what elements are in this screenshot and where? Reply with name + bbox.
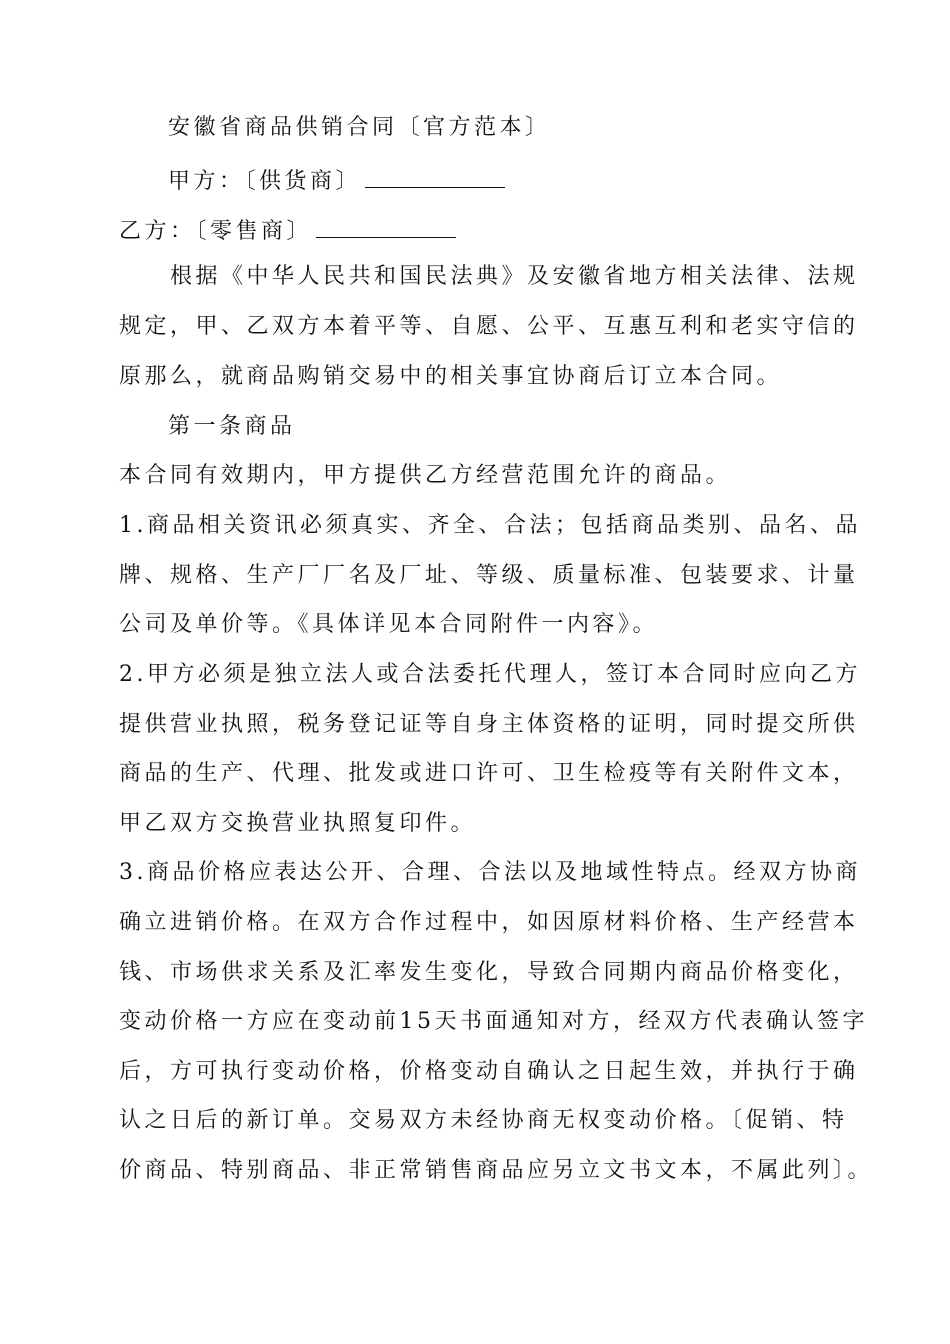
paragraph-line: 后，方可执行变动价格，价格变动自确认之日起生效，并执行于确 (119, 1059, 859, 1084)
paragraph-line: 价商品、特别商品、非正常销售商品应另立文书文本，不属此列〕。 (119, 1158, 874, 1183)
party-a-line (168, 163, 505, 197)
paragraph-line: 规定，甲、乙双方本着平等、自愿、公平、互惠互利和老实守信的 (119, 314, 859, 339)
article-1-lead: 本合同有效期内，甲方提供乙方经营范围允许的商品。 (119, 463, 732, 488)
paragraph-line: 商品的生产、代理、批发或进口许可、卫生检疫等有关附件文本， (119, 761, 859, 786)
paragraph-line: 2.甲方必须是独立法人或合法委托代理人，签订本合同时应向乙方 (119, 662, 861, 687)
paragraph-line: 3.商品价格应表达公开、合理、合法以及地域性特点。经双方协商 (119, 860, 861, 885)
paragraph-line: 甲乙双方交换营业执照复印件。 (119, 811, 477, 836)
paragraph-line: 1.商品相关资讯必须真实、齐全、合法；包括商品类别、品名、品 (119, 513, 861, 538)
party-b-label: 乙方：〔零售商〕 (119, 219, 313, 244)
article-1-heading: 第一条商品 (168, 414, 296, 439)
paragraph-line: 认之日后的新订单。交易双方未经协商无权变动价格。〔促销、特 (119, 1108, 848, 1133)
party-a-label: 甲方：〔供货商〕 (168, 169, 362, 194)
paragraph-line: 原那么，就商品购销交易中的相关事宜协商后订立本合同。 (119, 364, 783, 389)
paragraph-line: 钱、市场供求关系及汇率发生变化，导致合同期内商品价格变化， (119, 960, 859, 985)
paragraph-line: 牌、规格、生产厂厂名及厂址、等级、质量标准、包装要求、计量 (119, 563, 859, 588)
paragraph-line: 确立进销价格。在双方合作过程中，如因原材料价格、生产经营本 (119, 910, 859, 935)
document-title: 安徽省商品供销合同〔官方范本〕 (168, 115, 551, 140)
paragraph-line: 提供营业执照，税务登记证等自身主体资格的证明，同时提交所供 (119, 712, 859, 737)
party-b-blank (316, 213, 456, 238)
party-a-blank (365, 163, 505, 188)
paragraph-line: 根据《中华人民共和国民法典》及安徽省地方相关法律、法规 (170, 264, 859, 289)
paragraph-line: 公司及单价等。《具体详见本合同附件一内容》。 (119, 612, 659, 637)
paragraph-line: 变动价格一方应在变动前15天书面通知对方，经双方代表确认签字 (119, 1009, 868, 1034)
party-b-line (119, 213, 456, 247)
